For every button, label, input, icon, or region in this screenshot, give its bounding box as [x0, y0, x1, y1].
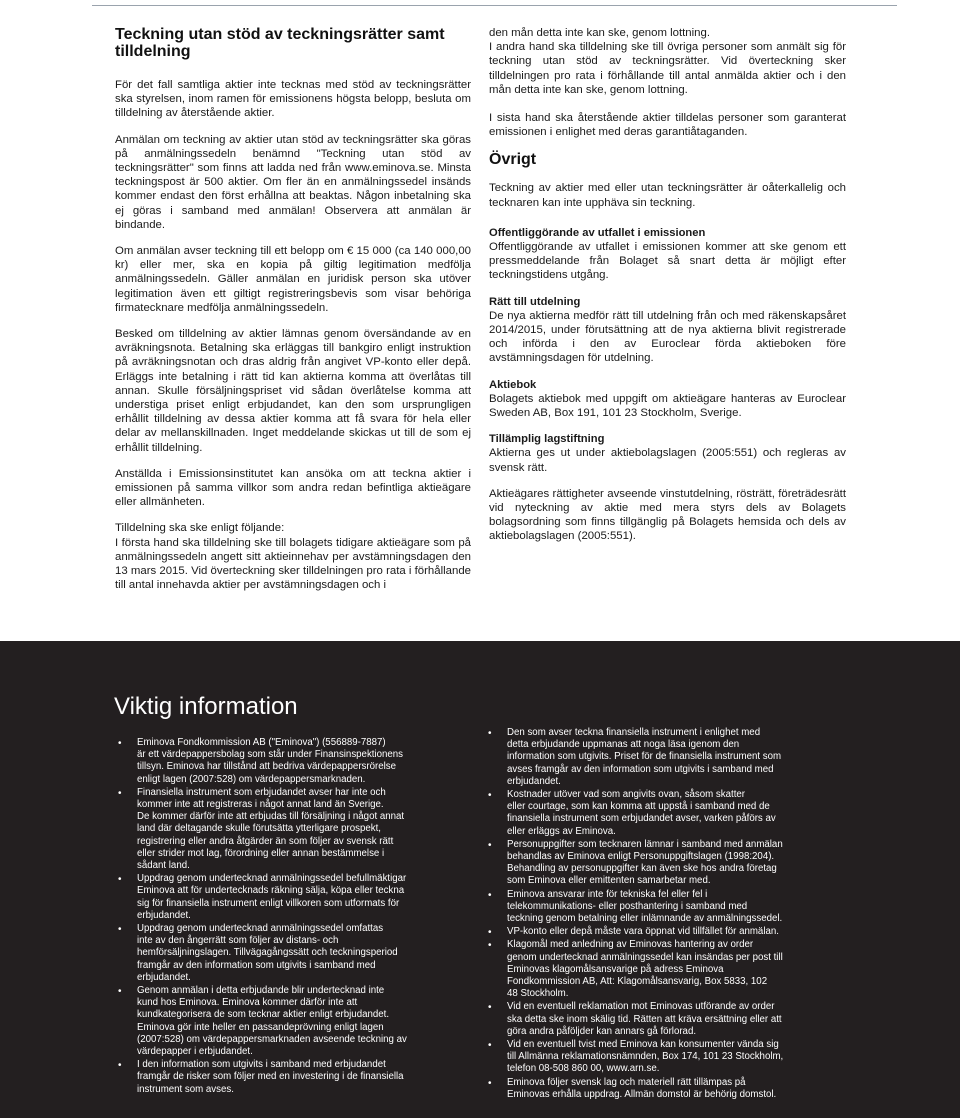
bullet-icon: •: [488, 790, 492, 802]
top-rule: [92, 5, 897, 6]
paragraph-allocation-continued: den mån detta inte kan ske, genom lottning. I andra hand ska tilldelning ske till övriga personer som anmält sig för teckning utan stöd av teckningsrätter. Vid överteckning sker tilldelningen pro rata i förhållande till antal anmälda aktier och i den mån detta inte kan ske, genom lottning.: [489, 27, 846, 96]
important-item-right-3: [488, 839, 820, 888]
important-item-text: Eminova följer svensk lag och materiell rätt tillämpas på Eminovas erhålla uppdrag. Allmän domstol är behörig domstol.: [507, 1076, 777, 1100]
bullet-icon: •: [118, 738, 122, 749]
important-list-right: [488, 727, 820, 1102]
bullet-icon: •: [488, 927, 492, 939]
paragraph-6: Tilldelning ska ske enligt följande: I första hand ska tilldelning ske till bolagets tidigare aktieägare som på anmälningssedeln angett sitt aktieinnehav per avstämningsdagen den 13 mars 2015. Vid överteckning sker tilldelningen pro rata i förhållande till antal innehavda aktier per avstämningsdagen och i: [115, 522, 471, 592]
paragraph-guarantors: I sista hand ska återstående aktier tilldelas personer som garanterat emissionen i enlighet med deras garantiåtaganden.: [489, 112, 846, 139]
bullet-icon: •: [118, 787, 122, 799]
important-item-right-5: [488, 926, 820, 938]
important-item-text: Eminova ansvarar inte för tekniska fel eller fel i telekommunikations- eller posthantering i samband med teckning genom betalning eller inlämnande av anmälningssedel.: [507, 888, 783, 925]
text-outcome: Offentliggörande av utfallet i emissionen kommer att ske genom ett pressmeddelande från Bolaget så snart detta är möjligt efter teckningstidens utgång.: [489, 241, 846, 282]
section-share-register: [489, 378, 846, 421]
important-item-left-5: [118, 985, 438, 1058]
bullet-icon: •: [118, 874, 122, 886]
subheading-outcome: Offentliggörande av utfallet i emissionen: [489, 226, 706, 239]
important-item-left-1: [118, 737, 438, 786]
paragraph-4: Besked om tilldelning av aktier lämnas genom översändande av en avräkningsnota. Betalning ska erläggas till bankgiro enligt instruktion på avräkningsnotan och dras aldrig från angivet VP-konto eller depå. Erläggs inte betalning i rätt tid kan aktierna komma att överlåtas till annan. Skulle försäljningspriset vid sådan överlåtelse komma att understiga priset enligt erbjudandet, kan den som ursprungligen erhållit tilldelning av dessa aktier komma att få svara för hela eller delar av mellanskillnaden. Inget meddelande skickas ut till de som ej erhållit tilldelning.: [115, 328, 471, 454]
important-list-left: [118, 737, 438, 1097]
bullet-icon: •: [488, 1077, 492, 1089]
section-law: [489, 432, 846, 475]
bullet-icon: •: [488, 839, 492, 851]
text-dividend: De nya aktierna medför rätt till utdelning från och med räkenskapsåret 2014/2015, under förutsättning att de nya aktierna blivit registrerade och införda i den av Euroclear förda aktieboken före avstämningsdagen för utdelning.: [489, 309, 846, 365]
subheading-law: Tillämplig lagstiftning: [489, 433, 605, 446]
important-item-text: VP-konto eller depå måste vara öppnat vid tillfället för anmälan.: [507, 926, 779, 938]
important-item-text: Uppdrag genom undertecknad anmälningssedel omfattas inte av den ångerrätt som följer av distans- och hemförsäljningslagen. Tillvägagångssätt och teckningsperiod framgår av den information som utgivits i samband med erbjudandet.: [137, 923, 398, 983]
important-item-left-4: [118, 923, 438, 984]
bullet-icon: •: [118, 1060, 122, 1072]
paragraph-irrevocable: Teckning av aktier med eller utan teckningsrätter är oåterkallelig och tecknaren kan inte upphäva sin teckning.: [489, 182, 846, 209]
section-dividend: [489, 295, 846, 366]
important-item-text: Vid en eventuell reklamation mot Eminovas utförande av order ska detta ske inom skälig tid. Rätten att kräva ersättning eller att göra andra påföljder kan annars gå förlorad.: [507, 1001, 782, 1037]
important-item-left-6: [118, 1059, 438, 1096]
bullet-icon: •: [118, 986, 122, 998]
bullet-icon: •: [118, 924, 122, 936]
bullet-icon: •: [488, 1040, 492, 1052]
left-column: [115, 26, 471, 605]
important-item-text: Den som avser teckna finansiella instrument i enlighet med detta erbjudande uppmanas att noga läsa igenom den information som utgivits. Priset för de finansiella instrument som avses framgår av den information som utgivits i samband med erbjudandet.: [507, 727, 782, 787]
important-item-text: Kostnader utöver vad som angivits ovan, såsom skatter eller courtage, som kan komma att uppstå i samband med de finansiella instrument som erbjudandet avser, varken påförs av eller erläggs av Eminova.: [507, 789, 776, 837]
text-law: Aktierna ges ut under aktiebolagslagen (2005:551) och regleras av svensk rätt.: [489, 447, 846, 474]
text-share-register: Bolagets aktiebok med uppgift om aktieägare hanteras av Euroclear Sweden AB, Box 191, 101 23 Stockholm, Sverige.: [489, 392, 846, 420]
paragraph-1: För det fall samtliga aktier inte tecknas med stöd av teckningsrätter ska styrelsen, inom ramen för emissionens högsta belopp, besluta om tilldelning av återstående aktier.: [115, 79, 471, 120]
bullet-icon: •: [488, 1002, 492, 1014]
important-item-right-7: [488, 1001, 820, 1038]
section-heading-other: Övrigt: [489, 151, 537, 169]
bullet-icon: •: [488, 940, 492, 952]
section-outcome: [489, 226, 846, 283]
important-item-left-2: [118, 787, 438, 872]
important-item-text: Vid en eventuell tvist med Eminova kan konsumenter vända sig till Allmänna reklamationsnämnden, Box 174, 101 23 Stockholm, telefon 08-508 860 00, www.arn.se.: [507, 1039, 784, 1075]
important-item-right-8: [488, 1039, 820, 1076]
subheading-dividend: Rätt till utdelning: [489, 295, 581, 308]
important-item-right-1: [488, 727, 820, 788]
important-item-text: Klagomål med anledning av Eminovas hantering av order genom undertecknad anmälningssedel kan insändas per post till Eminovas klagomålsansvarige på adress Eminova Fondkommission AB, Att: Klagomålsansvarig, Box 5833, 102 48 Stockholm.: [507, 939, 783, 1000]
paragraph-shareholder-rights: Aktieägares rättigheter avseende vinstutdelning, rösträtt, företrädesrätt vid nyteckning av aktie med mera styrs dels av Bolagets bolagsordning som finns tillgänglig på Bolagets hemsida och dels av aktiebolagslagen (2005:551).: [489, 487, 846, 543]
important-item-text: Eminova Fondkommission AB ("Eminova") (556889-7887) är ett värdepappersbolag som står under Finansinspektionens tillsyn. Eminova har tillstånd att bedriva värdepappersrörelse enligt lagen (2007:528) om värdepappersmarknaden.: [137, 737, 404, 785]
important-item-text: Uppdrag genom undertecknad anmälningssedel befullmäktigar Eminova att för undertecknads räkning sälja, köpa eller teckna sig för finansiella instrument enligt villkoren som utformats för erbjudandet.: [137, 873, 407, 921]
important-item-text: Finansiella instrument som erbjudandet avser har inte och kommer inte att registreras i något annat land än Sverige. De kommer därför inte att erbjudas till försäljning i något annat land där deltagande skulle förutsätta ytterligare prospekt, registrering eller andra åtgärder än som följer av svensk rätt eller strider mot lag, förordning eller annan bestämmelse i sådant land.: [137, 786, 405, 872]
section-heading-subscription: Teckning utan stöd av teckningsrätter samt tilldelning: [115, 26, 445, 60]
paragraph-2: Anmälan om teckning av aktier utan stöd av teckningsrätter ska göras på anmälningssedeln benämnd "Teckning utan stöd av teckningsrätter" som finns att ladda ned från www.eminova.se. Minsta teckningspost är 500 aktier. Om fler än en anmälningssedel insänds kommer endast den först erhållna att beaktas. Någon inbetalning ska ej göras i samband med anmälan! Observera att anmälan är bindande.: [115, 133, 471, 231]
subheading-share-register: Aktiebok: [489, 378, 537, 391]
important-information-title: Viktig information: [114, 693, 298, 720]
important-item-left-3: [118, 873, 438, 922]
paragraph-5: Anställda i Emissionsinstitutet kan ansöka om att teckna aktier i emissionen på samma villkor som andra redan befintliga aktieägare eller allmänheten.: [115, 467, 471, 509]
paragraph-3: Om anmälan avser teckning till ett belopp om € 15 000 (ca 140 000,00 kr) eller mer, ska en kopia på giltig legitimation medfölja anmälningssedeln. Gäller anmälan en juridisk person ska utöver legitimation även ett giltigt registreringsbevis som visar behöriga firmatecknare medfölja anmälningssedeln.: [115, 245, 471, 314]
important-item-text: Personuppgifter som tecknaren lämnar i samband med anmälan behandlas av Eminova enligt Personuppgiftslagen (1998:204). Behandling av personuppgifter kan även ske hos andra företag som Eminova eller emittenten samarbetar med.: [507, 838, 783, 887]
bullet-icon: •: [488, 889, 492, 901]
important-item-right-6: [488, 939, 820, 1000]
important-item-text: Genom anmälan i detta erbjudande blir undertecknad inte kund hos Eminova. Eminova kommer därför inte att kundkategorisera de som tecknar aktier enligt erbjudandet. Eminova gör inte heller en passandeprövning enligt lagen (2007:528) om värdepappersmarknaden avseende teckning av värdepapper i erbjudandet.: [137, 985, 407, 1058]
important-information-panel: [0, 641, 960, 1118]
important-item-text: I den information som utgivits i samband med erbjudandet framgår de risker som följer med en investering i de finansiella instrument som avses.: [137, 1059, 404, 1095]
right-column: [489, 26, 846, 556]
important-item-right-9: [488, 1077, 820, 1101]
important-item-right-2: [488, 789, 820, 838]
important-item-right-4: [488, 889, 820, 926]
bullet-icon: •: [488, 728, 492, 739]
